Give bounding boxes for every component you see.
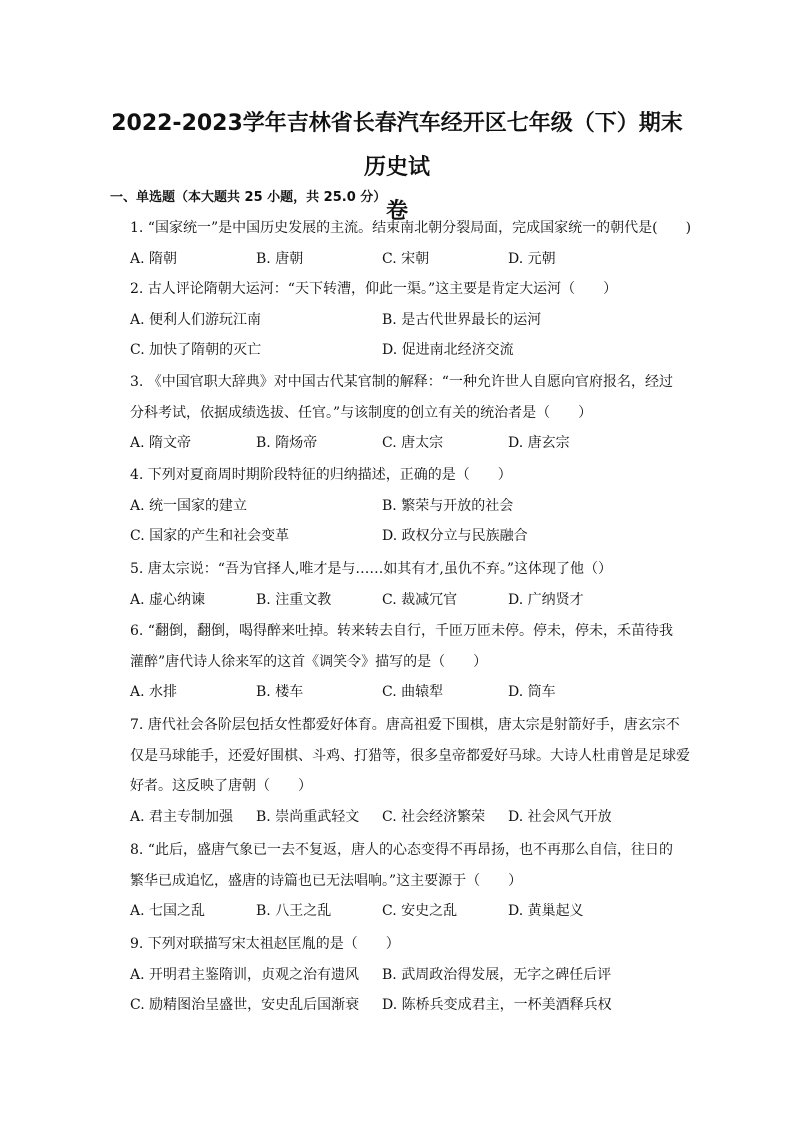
question-options <box>130 960 696 991</box>
option-c[interactable]: C. 裁减冗官 <box>382 591 458 608</box>
section-heading: 一、单选题（本大题共 25 小题，共 25.0 分） <box>110 190 387 205</box>
option-d[interactable]: D. 陈桥兵变成君主，一杯美酒释兵权 <box>382 997 612 1013</box>
question-7 <box>130 710 696 832</box>
option-b[interactable]: B. 武周政治得发展，无字之碑任后评 <box>382 966 612 983</box>
question-options <box>130 335 696 366</box>
question-2 <box>130 274 696 366</box>
question-stem: 繁华已成追忆，盛唐的诗篇也已无法唱响。”这主要源于（ ） <box>130 872 523 889</box>
option-d[interactable]: D. 广纳贤才 <box>508 591 584 608</box>
question-options <box>130 491 696 522</box>
option-d[interactable]: D. 元朝 <box>508 250 556 267</box>
question-options <box>130 244 696 275</box>
question-options <box>130 896 696 927</box>
question-stem: 9. 下列对联描写宋太祖赵匡胤的是（ ） <box>130 936 400 952</box>
question-stem: 8. “此后，盛唐气象已一去不复返，唐人的心态变得不再昂扬，也不再那么自信，往日的 <box>130 842 673 858</box>
question-options <box>130 521 696 552</box>
title-line-1: 2022-2023学年吉林省长春汽车经开区七年级（下）期末历史试 <box>111 111 683 180</box>
option-c[interactable]: C. 唐太宗 <box>382 435 444 451</box>
question-stem: 4. 下列对夏商周时期阶段特征的归纳描述，正确的是（ ） <box>130 467 512 483</box>
option-c[interactable]: C. 曲辕犁 <box>382 684 444 700</box>
question-stem: 分科考试，依据成绩选拔、任官。”与该制度的创立有关的统治者是（ ） <box>130 404 593 421</box>
question-stem: 5. 唐太宗说：“吾为官择人,唯才是与……如其有才,虽仇不弃。”这体现了他（） <box>130 561 613 577</box>
question-6 <box>130 616 696 708</box>
option-c[interactable]: C. 国家的产生和社会变革 <box>130 528 290 544</box>
question-4 <box>130 460 696 552</box>
option-c[interactable]: C. 励精图治呈盛世，安史乱后国渐衰 <box>130 997 360 1013</box>
option-c[interactable]: C. 宋朝 <box>382 250 430 267</box>
option-d[interactable]: D. 筒车 <box>508 684 556 700</box>
question-options <box>130 677 696 708</box>
option-a[interactable]: A. 虚心纳谏 <box>130 591 206 608</box>
option-b[interactable]: B. 楼车 <box>256 684 304 700</box>
option-a[interactable]: A. 便利人们游玩江南 <box>130 311 262 328</box>
question-stem: 2. 古人评论隋朝大运河：“天下转漕，仰此一渠。”这主要是肯定大运河（ ） <box>130 281 618 297</box>
option-b[interactable]: B. 注重文教 <box>256 591 332 608</box>
question-3 <box>130 367 696 459</box>
question-stem: 好者。这反映了唐朝（ ） <box>130 778 312 794</box>
option-d[interactable]: D. 黄巢起义 <box>508 903 584 919</box>
question-stem: 1. “国家统一”是中国历史发展的主流。结束南北朝分裂局面，完成国家统一的朝代是( ) <box>130 220 692 236</box>
option-b[interactable]: B. 繁荣与开放的社会 <box>382 497 514 514</box>
option-d[interactable]: D. 促进南北经济交流 <box>382 342 514 358</box>
option-a[interactable]: A. 统一国家的建立 <box>130 497 248 514</box>
option-b[interactable]: B. 崇尚重武轻文 <box>256 808 360 825</box>
question-1 <box>130 213 696 274</box>
option-a[interactable]: A. 君主专制加强 <box>130 808 234 825</box>
option-d[interactable]: D. 唐玄宗 <box>508 435 570 451</box>
question-9 <box>130 929 696 1021</box>
option-b[interactable]: B. 八王之乱 <box>256 903 332 919</box>
question-options <box>130 305 696 336</box>
question-8 <box>130 835 696 927</box>
option-a[interactable]: A. 开明君主鉴隋训，贞观之治有遗风 <box>130 966 360 983</box>
question-options <box>130 585 696 616</box>
option-a[interactable]: A. 隋朝 <box>130 250 178 267</box>
question-stem: 3. 《中国官职大辞典》对中国古代某官制的解释：“一种允许世人自愿向官府报名，经过 <box>130 374 673 390</box>
option-d[interactable]: D. 政权分立与民族融合 <box>382 528 528 544</box>
option-a[interactable]: A. 水排 <box>130 684 178 700</box>
question-stem: 仅是马球能手，还爱好围棋、斗鸡、打猎等，很多皇帝都爱好马球。大诗人杜甫曾是足球爱 <box>130 747 690 764</box>
option-c[interactable]: C. 安史之乱 <box>382 903 458 919</box>
option-d[interactable]: D. 社会风气开放 <box>508 808 612 825</box>
option-b[interactable]: B. 是古代世界最长的运河 <box>382 311 542 328</box>
option-a[interactable]: A. 七国之乱 <box>130 903 206 919</box>
option-b[interactable]: B. 唐朝 <box>256 250 304 267</box>
title-line-2: 卷 <box>385 199 408 224</box>
question-stem: 6. “翻倒，翻倒，喝得醉来吐掉。转来转去自行，千匝万匝未停。停未，停未，禾苗待我 <box>130 623 673 639</box>
question-stem: 灌醉”唐代诗人徐来军的这首《调笑令》描写的是（ ） <box>130 653 488 670</box>
question-5 <box>130 554 696 615</box>
option-b[interactable]: B. 隋炀帝 <box>256 435 318 451</box>
question-options <box>130 428 696 459</box>
option-c[interactable]: C. 加快了隋朝的灭亡 <box>130 342 262 358</box>
question-options <box>130 990 696 1021</box>
option-c[interactable]: C. 社会经济繁荣 <box>382 808 486 825</box>
option-a[interactable]: A. 隋文帝 <box>130 435 192 451</box>
question-stem: 7. 唐代社会各阶层包括女性都爱好体育。唐高祖爱下围棋，唐太宗是射箭好手，唐玄宗不 <box>130 717 680 733</box>
question-options <box>130 802 696 833</box>
